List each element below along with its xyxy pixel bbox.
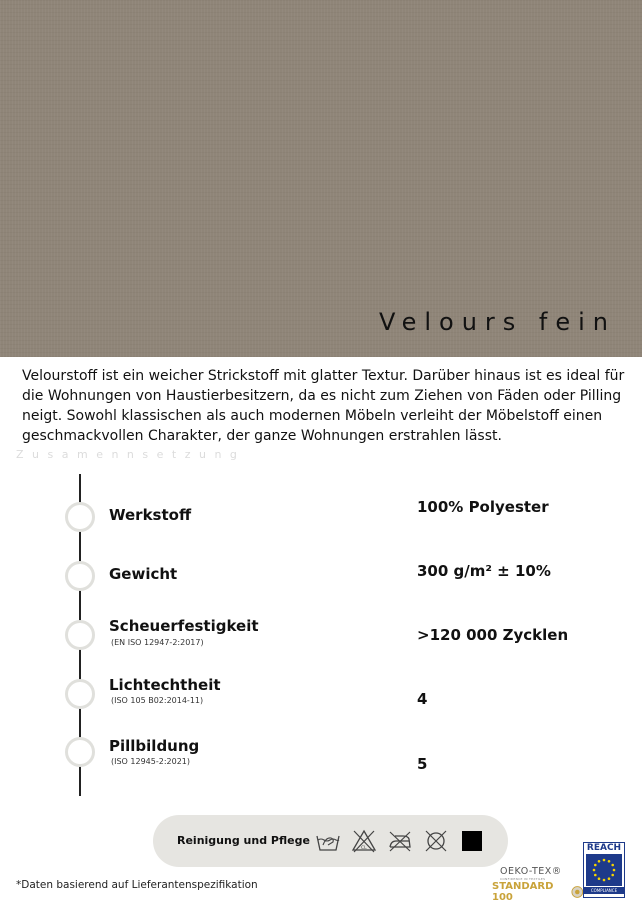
do-not-tumble-dry-icon xyxy=(423,828,449,854)
section-label-composition: Zusamennsetzung xyxy=(16,448,246,461)
property-value-gewicht: 300 g/m² ± 10% xyxy=(417,562,551,580)
hand-wash-icon xyxy=(315,828,341,854)
property-label-pillbildung: Pillbildung xyxy=(109,737,200,755)
fabric-swatch-image xyxy=(0,0,642,357)
product-description: Velourstoff ist ein weicher Strickstoff mit glatter Textur. Darüber hinaus ist es ideal für die Wohnungen von Haustierbesitzern, da es nicht zum Ziehen von Fäden oder Pilling neigt. Sowohl klassischen als auch modernen Möbeln verleiht der Möbelstoff einen geschmackvollen Charakter, der ganze Wohnungen erstrahlen lässt. xyxy=(22,368,625,444)
timeline-node xyxy=(65,737,95,767)
property-label-gewicht: Gewicht xyxy=(109,565,178,583)
do-not-iron-icon xyxy=(387,828,413,854)
oeko-tex-tagline: CONFIDENCE IN TEXTILES xyxy=(500,877,546,881)
oeko-tex-name: OEKO-TEX® xyxy=(500,866,562,877)
oeko-tex-standard: STANDARD 100 xyxy=(492,881,554,903)
property-value-pillbildung: 5 xyxy=(417,755,428,773)
property-value-lichtechtheit: 4 xyxy=(417,690,428,708)
oeko-tex-logo xyxy=(492,866,584,903)
property-label-scheuerfestigkeit: Scheuerfestigkeit xyxy=(109,617,259,635)
reach-compliance-logo xyxy=(583,842,625,898)
care-instructions-panel xyxy=(153,815,508,867)
timeline-node xyxy=(65,502,95,532)
property-standard-scheuerfestigkeit: (EN ISO 12947-2:2017) xyxy=(111,638,204,647)
reach-title: REACH xyxy=(586,843,622,853)
care-label: Reinigung und Pflege xyxy=(177,834,310,847)
property-standard-lichtechtheit: (ISO 105 B02:2014-11) xyxy=(111,696,204,705)
do-not-bleach-icon xyxy=(351,828,377,854)
footnote: *Daten basierend auf Lieferantenspezifikation xyxy=(16,879,258,891)
reach-compliance-label: COMPLIANCE xyxy=(584,887,624,894)
property-value-scheuerfestigkeit: >120 000 Zycklen xyxy=(417,626,569,644)
timeline-node xyxy=(65,620,95,650)
timeline-node xyxy=(65,561,95,591)
property-value-werkstoff: 100% Polyester xyxy=(417,498,549,516)
eu-flag-icon xyxy=(586,854,622,886)
black-square-icon xyxy=(459,828,485,854)
svg-text:CL: CL xyxy=(361,846,367,851)
timeline-node xyxy=(65,679,95,709)
property-standard-pillbildung: (ISO 12945-2:2021) xyxy=(111,757,190,766)
product-title: Velours fein xyxy=(379,308,616,336)
property-label-lichtechtheit: Lichtechtheit xyxy=(109,676,221,694)
property-label-werkstoff: Werkstoff xyxy=(109,506,192,524)
